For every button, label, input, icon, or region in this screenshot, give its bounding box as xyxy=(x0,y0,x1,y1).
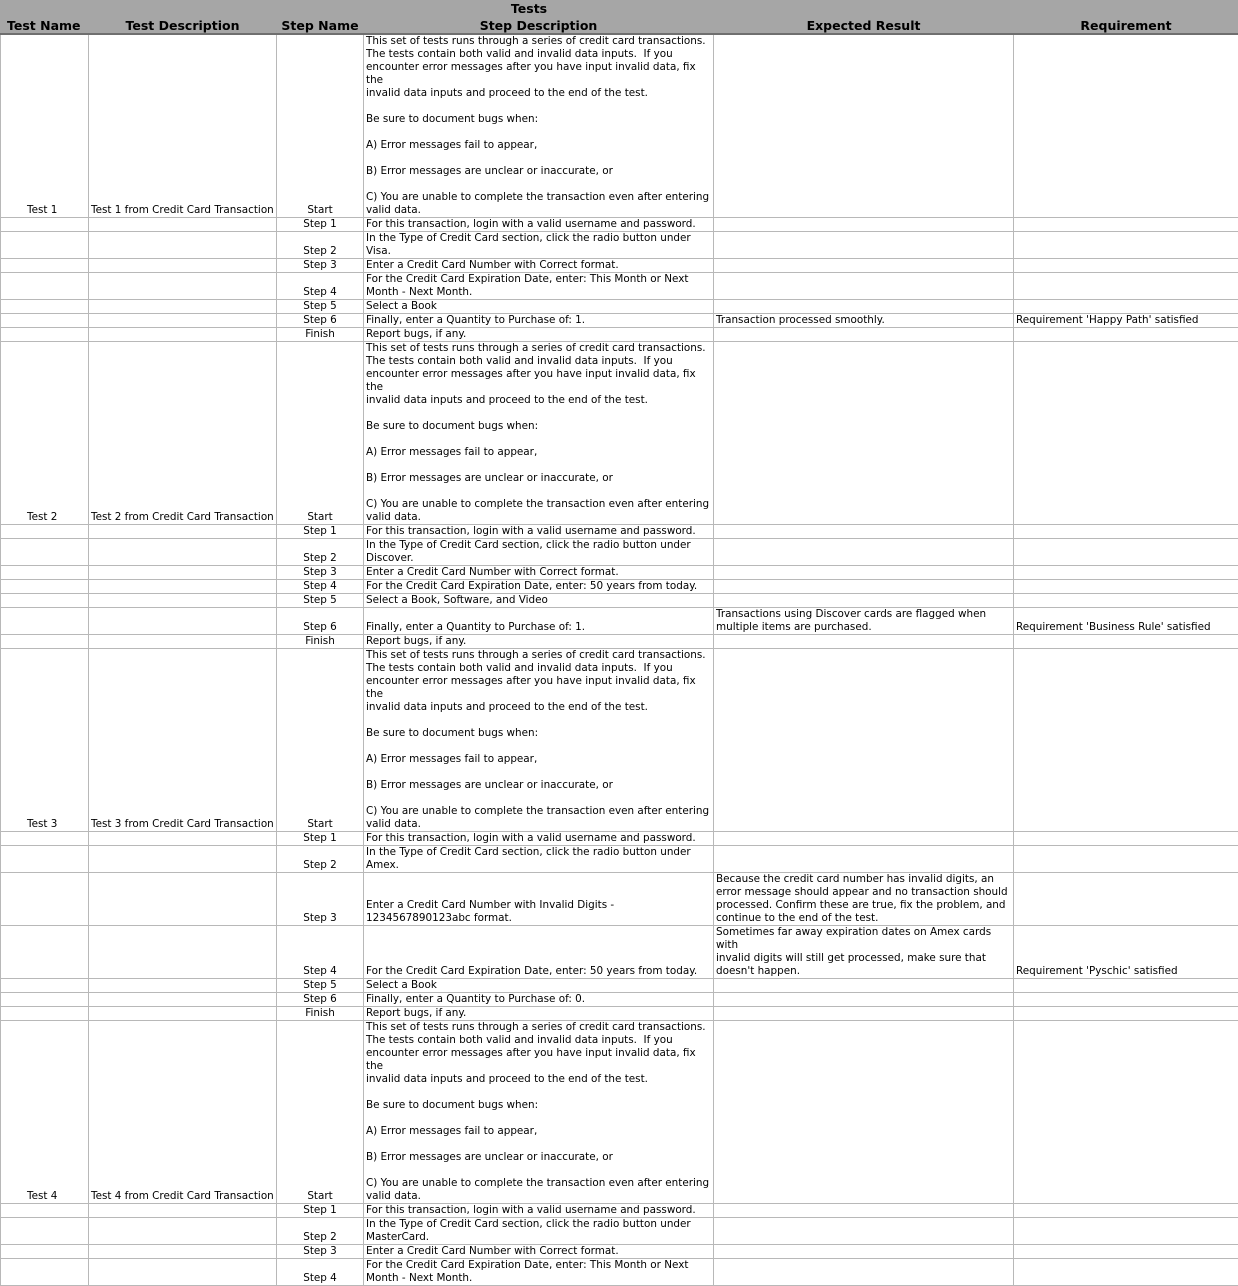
table-row xyxy=(1,635,1238,649)
table-row xyxy=(1,1204,1238,1218)
cell-requirement[interactable] xyxy=(1014,300,1238,314)
table-row xyxy=(1,1218,1238,1245)
cell-step-name[interactable]: Start xyxy=(277,1021,364,1204)
cell-test-name[interactable] xyxy=(1,566,89,580)
cell-test-name[interactable]: Test 1 xyxy=(1,34,89,218)
cell-expected-result[interactable] xyxy=(714,1218,1014,1245)
table-row xyxy=(1,993,1238,1007)
cell-step-description[interactable]: Enter a Credit Card Number with Invalid Digits - 1234567890123abc format. xyxy=(364,873,714,926)
cell-expected-result[interactable] xyxy=(714,342,1014,525)
cell-step-description[interactable]: Enter a Credit Card Number with Correct format. xyxy=(364,1245,714,1259)
cell-expected-result[interactable]: Because the credit card number has invalid digits, an error message should appear and no transaction should processed. Confirm these are true, fix the problem, and continue to the end of the test. xyxy=(714,873,1014,926)
cell-expected-result[interactable]: Sometimes far away expiration dates on Amex cards with invalid digits will still get processed, make sure that doesn't happen. xyxy=(714,926,1014,979)
cell-step-description[interactable]: Finally, enter a Quantity to Purchase of: 0. xyxy=(364,993,714,1007)
cell-requirement[interactable] xyxy=(1014,649,1238,832)
cell-test-name[interactable]: Test 2 xyxy=(1,342,89,525)
cell-test-description[interactable]: Test 4 from Credit Card Transaction xyxy=(89,1021,277,1204)
sheet-title xyxy=(364,1,1238,18)
cell-step-description[interactable]: For this transaction, login with a valid username and password. xyxy=(364,525,714,539)
cell-step-name[interactable]: Finish xyxy=(277,328,364,342)
cell-step-description[interactable]: For the Credit Card Expiration Date, enter: This Month or Next Month - Next Month. xyxy=(364,273,714,300)
cell-step-description[interactable]: Finally, enter a Quantity to Purchase of: 1. xyxy=(364,314,714,328)
cell-test-name[interactable] xyxy=(1,1259,89,1286)
cell-test-description[interactable]: Test 2 from Credit Card Transaction xyxy=(89,342,277,525)
cell-requirement[interactable] xyxy=(1014,1204,1238,1218)
cell-test-description[interactable] xyxy=(89,539,277,566)
cell-requirement[interactable] xyxy=(1014,566,1238,580)
cell-expected-result[interactable] xyxy=(714,539,1014,566)
cell-requirement[interactable] xyxy=(1014,232,1238,259)
cell-expected-result[interactable] xyxy=(714,832,1014,846)
cell-test-description[interactable] xyxy=(89,873,277,926)
cell-test-description[interactable] xyxy=(89,1259,277,1286)
cell-expected-result[interactable] xyxy=(714,594,1014,608)
cell-step-name[interactable]: Step 5 xyxy=(277,979,364,993)
cell-step-description[interactable]: For this transaction, login with a valid username and password. xyxy=(364,832,714,846)
cell-expected-result[interactable] xyxy=(714,566,1014,580)
table-row xyxy=(1,566,1238,580)
cell-step-name[interactable]: Start xyxy=(277,649,364,832)
cell-step-name[interactable]: Step 5 xyxy=(277,300,364,314)
cell-step-name[interactable]: Step 1 xyxy=(277,525,364,539)
cell-expected-result[interactable] xyxy=(714,580,1014,594)
cell-test-description[interactable] xyxy=(89,979,277,993)
cell-requirement[interactable] xyxy=(1014,580,1238,594)
cell-test-description[interactable] xyxy=(89,525,277,539)
cell-step-name[interactable]: Step 4 xyxy=(277,273,364,300)
cell-expected-result[interactable]: Transactions using Discover cards are flagged when multiple items are purchased. xyxy=(714,608,1014,635)
cell-step-description[interactable]: In the Type of Credit Card section, click the radio button under MasterCard. xyxy=(364,1218,714,1245)
sheet-title-text: Tests xyxy=(511,1,547,16)
cell-step-description[interactable]: This set of tests runs through a series of credit card transactions. The tests contain both valid and invalid data inputs. If you encounter error messages after you have input invalid data, fix the invalid data inputs and proceed to the end of the test. Be sure to document bugs when: A) Error messages fail to appear, B) Error messages are unclear or inaccurate, or C) You are unable to complete the transaction even after entering valid data. xyxy=(364,649,714,832)
col-header-expected-result[interactable]: Expected Result xyxy=(714,17,1014,34)
cell-step-description[interactable]: In the Type of Credit Card section, click the radio button under Discover. xyxy=(364,539,714,566)
cell-test-name[interactable] xyxy=(1,539,89,566)
cell-test-description[interactable] xyxy=(89,580,277,594)
cell-requirement[interactable] xyxy=(1014,328,1238,342)
cell-step-name[interactable]: Step 2 xyxy=(277,846,364,873)
cell-expected-result[interactable] xyxy=(714,273,1014,300)
cell-test-description[interactable] xyxy=(89,566,277,580)
cell-test-name[interactable] xyxy=(1,832,89,846)
cell-step-name[interactable]: Start xyxy=(277,342,364,525)
cell-step-description[interactable]: Report bugs, if any. xyxy=(364,635,714,649)
sheet-title-left-pad xyxy=(1,1,364,18)
table-row xyxy=(1,649,1238,832)
cell-expected-result[interactable] xyxy=(714,1245,1014,1259)
cell-test-name[interactable] xyxy=(1,525,89,539)
cell-test-name[interactable] xyxy=(1,1007,89,1021)
table-row xyxy=(1,539,1238,566)
cell-requirement[interactable] xyxy=(1014,635,1238,649)
table-row xyxy=(1,873,1238,926)
cell-requirement[interactable]: Requirement 'Pyschic' satisfied xyxy=(1014,926,1238,979)
cell-test-description[interactable] xyxy=(89,314,277,328)
cell-expected-result[interactable] xyxy=(714,1259,1014,1286)
cell-test-name[interactable] xyxy=(1,993,89,1007)
cell-test-description[interactable] xyxy=(89,1204,277,1218)
col-header-step-name[interactable]: Step Name xyxy=(277,17,364,34)
table-row xyxy=(1,273,1238,300)
table-row xyxy=(1,259,1238,273)
cell-requirement[interactable] xyxy=(1014,525,1238,539)
cell-expected-result[interactable] xyxy=(714,1021,1014,1204)
table-row xyxy=(1,846,1238,873)
cell-test-description[interactable] xyxy=(89,328,277,342)
table-row xyxy=(1,1021,1238,1204)
table-row xyxy=(1,342,1238,525)
cell-test-description[interactable] xyxy=(89,1007,277,1021)
cell-test-description[interactable] xyxy=(89,1245,277,1259)
cell-step-description[interactable]: Enter a Credit Card Number with Correct format. xyxy=(364,259,714,273)
cell-requirement[interactable]: Requirement 'Happy Path' satisfied xyxy=(1014,314,1238,328)
table-row xyxy=(1,580,1238,594)
table-row xyxy=(1,218,1238,232)
cell-step-description[interactable]: This set of tests runs through a series of credit card transactions. The tests contain both valid and invalid data inputs. If you encounter error messages after you have input invalid data, fix the invalid data inputs and proceed to the end of the test. Be sure to document bugs when: A) Error messages fail to appear, B) Error messages are unclear or inaccurate, or C) You are unable to complete the transaction even after entering valid data. xyxy=(364,1021,714,1204)
cell-requirement[interactable] xyxy=(1014,832,1238,846)
cell-test-description[interactable] xyxy=(89,926,277,979)
table-row xyxy=(1,300,1238,314)
cell-step-description[interactable]: Finally, enter a Quantity to Purchase of: 1. xyxy=(364,608,714,635)
cell-requirement[interactable] xyxy=(1014,594,1238,608)
cell-expected-result[interactable] xyxy=(714,635,1014,649)
cell-test-name[interactable] xyxy=(1,300,89,314)
cell-step-name[interactable]: Finish xyxy=(277,635,364,649)
cell-requirement[interactable] xyxy=(1014,993,1238,1007)
cell-expected-result[interactable] xyxy=(714,846,1014,873)
cell-step-description[interactable]: Select a Book xyxy=(364,300,714,314)
cell-requirement[interactable] xyxy=(1014,846,1238,873)
table-row xyxy=(1,525,1238,539)
cell-test-description[interactable] xyxy=(89,273,277,300)
cell-step-description[interactable]: In the Type of Credit Card section, click the radio button under Visa. xyxy=(364,232,714,259)
cell-step-description[interactable]: Select a Book, Software, and Video xyxy=(364,594,714,608)
cell-expected-result[interactable]: Transaction processed smoothly. xyxy=(714,314,1014,328)
cell-test-name[interactable]: Test 4 xyxy=(1,1021,89,1204)
cell-test-name[interactable] xyxy=(1,1218,89,1245)
cell-test-description[interactable] xyxy=(89,993,277,1007)
cell-step-description[interactable]: For this transaction, login with a valid username and password. xyxy=(364,1204,714,1218)
cell-requirement[interactable] xyxy=(1014,873,1238,926)
cell-test-name[interactable] xyxy=(1,635,89,649)
cell-test-description[interactable] xyxy=(89,300,277,314)
table-row xyxy=(1,594,1238,608)
cell-requirement[interactable] xyxy=(1014,1007,1238,1021)
cell-requirement[interactable] xyxy=(1014,1021,1238,1204)
cell-test-name[interactable]: Test 3 xyxy=(1,649,89,832)
col-header-test-name[interactable]: Test Name xyxy=(1,17,89,34)
table-row xyxy=(1,232,1238,259)
cell-step-description[interactable]: For the Credit Card Expiration Date, enter: This Month or Next Month - Next Month. xyxy=(364,1259,714,1286)
cell-test-name[interactable] xyxy=(1,594,89,608)
cell-expected-result[interactable] xyxy=(714,979,1014,993)
cell-test-name[interactable] xyxy=(1,273,89,300)
cell-step-description[interactable]: For the Credit Card Expiration Date, enter: 50 years from today. xyxy=(364,580,714,594)
cell-step-description[interactable]: This set of tests runs through a series of credit card transactions. The tests contain both valid and invalid data inputs. If you encounter error messages after you have input invalid data, fix the invalid data inputs and proceed to the end of the test. Be sure to document bugs when: A) Error messages fail to appear, B) Error messages are unclear or inaccurate, or C) You are unable to complete the transaction even after entering valid data. xyxy=(364,342,714,525)
cell-step-description[interactable]: In the Type of Credit Card section, click the radio button under Amex. xyxy=(364,846,714,873)
cell-test-description[interactable] xyxy=(89,259,277,273)
cell-requirement[interactable] xyxy=(1014,539,1238,566)
cell-requirement[interactable] xyxy=(1014,273,1238,300)
cell-expected-result[interactable] xyxy=(714,218,1014,232)
cell-step-description[interactable]: For the Credit Card Expiration Date, enter: 50 years from today. xyxy=(364,926,714,979)
cell-step-description[interactable]: Report bugs, if any. xyxy=(364,1007,714,1021)
col-header-test-description[interactable]: Test Description xyxy=(89,17,277,34)
col-header-step-description[interactable]: Step Description xyxy=(364,17,714,34)
cell-step-name[interactable]: Step 5 xyxy=(277,594,364,608)
cell-expected-result[interactable] xyxy=(714,259,1014,273)
cell-expected-result[interactable] xyxy=(714,993,1014,1007)
cell-test-name[interactable] xyxy=(1,259,89,273)
cell-step-name[interactable]: Step 3 xyxy=(277,566,364,580)
cell-requirement[interactable] xyxy=(1014,1245,1238,1259)
table-row xyxy=(1,1259,1238,1286)
cell-requirement[interactable] xyxy=(1014,1218,1238,1245)
cell-test-description[interactable] xyxy=(89,832,277,846)
cell-requirement[interactable] xyxy=(1014,979,1238,993)
cell-test-name[interactable] xyxy=(1,328,89,342)
cell-test-name[interactable] xyxy=(1,926,89,979)
cell-test-description[interactable]: Test 1 from Credit Card Transaction xyxy=(89,34,277,218)
cell-step-description[interactable]: For this transaction, login with a valid username and password. xyxy=(364,218,714,232)
cell-test-description[interactable] xyxy=(89,1218,277,1245)
table-row xyxy=(1,328,1238,342)
table-row xyxy=(1,608,1238,635)
cell-step-description[interactable]: Select a Book xyxy=(364,979,714,993)
cell-test-description[interactable] xyxy=(89,608,277,635)
cell-step-name[interactable]: Step 1 xyxy=(277,218,364,232)
cell-test-name[interactable] xyxy=(1,314,89,328)
cell-test-name[interactable] xyxy=(1,580,89,594)
cell-test-name[interactable] xyxy=(1,979,89,993)
cell-step-name[interactable]: Finish xyxy=(277,1007,364,1021)
table-row xyxy=(1,1245,1238,1259)
cell-test-description[interactable] xyxy=(89,218,277,232)
cell-step-name[interactable]: Start xyxy=(277,34,364,218)
cell-test-name[interactable] xyxy=(1,232,89,259)
cell-step-name[interactable]: Step 2 xyxy=(277,539,364,566)
cell-step-description[interactable]: This set of tests runs through a series of credit card transactions. The tests contain both valid and invalid data inputs. If you encounter error messages after you have input invalid data, fix the invalid data inputs and proceed to the end of the test. Be sure to document bugs when: A) Error messages fail to appear, B) Error messages are unclear or inaccurate, or C) You are unable to complete the transaction even after entering valid data. xyxy=(364,34,714,218)
cell-step-name[interactable]: Step 2 xyxy=(277,1218,364,1245)
cell-step-name[interactable]: Step 1 xyxy=(277,1204,364,1218)
cell-test-name[interactable] xyxy=(1,873,89,926)
cell-requirement[interactable] xyxy=(1014,34,1238,218)
table-row xyxy=(1,926,1238,979)
cell-test-description[interactable]: Test 3 from Credit Card Transaction xyxy=(89,649,277,832)
table-row xyxy=(1,979,1238,993)
cell-step-name[interactable]: Step 4 xyxy=(277,580,364,594)
cell-requirement[interactable] xyxy=(1014,218,1238,232)
cell-step-name[interactable]: Step 6 xyxy=(277,608,364,635)
cell-expected-result[interactable] xyxy=(714,300,1014,314)
col-header-requirement[interactable]: Requirement xyxy=(1014,17,1238,34)
cell-test-description[interactable] xyxy=(89,594,277,608)
cell-step-name[interactable]: Step 1 xyxy=(277,832,364,846)
cell-requirement[interactable] xyxy=(1014,342,1238,525)
cell-expected-result[interactable] xyxy=(714,1007,1014,1021)
cell-step-name[interactable]: Step 4 xyxy=(277,926,364,979)
cell-expected-result[interactable] xyxy=(714,525,1014,539)
cell-step-name[interactable]: Step 4 xyxy=(277,1259,364,1286)
cell-test-name[interactable] xyxy=(1,1245,89,1259)
cell-step-description[interactable]: Enter a Credit Card Number with Correct format. xyxy=(364,566,714,580)
cell-expected-result[interactable] xyxy=(714,1204,1014,1218)
cell-step-name[interactable]: Step 3 xyxy=(277,259,364,273)
cell-step-name[interactable]: Step 3 xyxy=(277,1245,364,1259)
cell-step-name[interactable]: Step 2 xyxy=(277,232,364,259)
table-row xyxy=(1,1007,1238,1021)
cell-test-description[interactable] xyxy=(89,846,277,873)
cell-test-name[interactable] xyxy=(1,1204,89,1218)
cell-test-name[interactable] xyxy=(1,218,89,232)
cell-expected-result[interactable] xyxy=(714,328,1014,342)
table-row xyxy=(1,832,1238,846)
table-row xyxy=(1,34,1238,218)
cell-step-description[interactable]: Report bugs, if any. xyxy=(364,328,714,342)
cell-step-name[interactable]: Step 3 xyxy=(277,873,364,926)
cell-expected-result[interactable] xyxy=(714,232,1014,259)
cell-test-name[interactable] xyxy=(1,608,89,635)
cell-expected-result[interactable] xyxy=(714,34,1014,218)
cell-test-description[interactable] xyxy=(89,635,277,649)
cell-step-name[interactable]: Step 6 xyxy=(277,993,364,1007)
table-row xyxy=(1,314,1238,328)
cell-expected-result[interactable] xyxy=(714,649,1014,832)
cell-test-name[interactable] xyxy=(1,846,89,873)
cell-test-description[interactable] xyxy=(89,232,277,259)
cell-requirement[interactable] xyxy=(1014,259,1238,273)
cell-requirement[interactable]: Requirement 'Business Rule' satisfied xyxy=(1014,608,1238,635)
cell-step-name[interactable]: Step 6 xyxy=(277,314,364,328)
cell-requirement[interactable] xyxy=(1014,1259,1238,1286)
